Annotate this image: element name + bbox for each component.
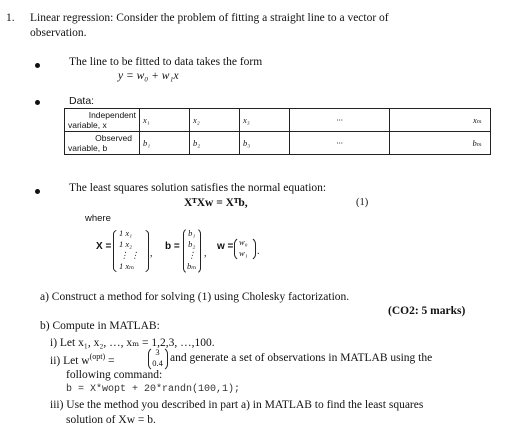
matrix-row: b₂ xyxy=(188,239,196,249)
table-cell: x₃ xyxy=(240,109,290,132)
normal-equation: XᵀXw = Xᵀb, xyxy=(184,197,248,209)
matrix-X-label: X = xyxy=(96,241,112,252)
problem-intro-line2: observation. xyxy=(30,27,87,39)
equals-sign: = xyxy=(105,354,115,367)
problem-intro-line1: Linear regression: Consider the problem of fitting a straight line to a vector of xyxy=(30,12,389,24)
table-cell: xₘ xyxy=(390,109,491,132)
equation-number: (1) xyxy=(356,197,369,208)
comma: , xyxy=(204,248,207,259)
table-cell: x₂ xyxy=(190,109,240,132)
vector-w-label: w = xyxy=(217,241,234,252)
table-cell: b₁ xyxy=(140,132,190,155)
part-a-text: a) Construct a method for solving (1) using Cholesky factorization. xyxy=(40,291,350,303)
matrix-row: bₘ xyxy=(187,261,197,271)
bullet-icon xyxy=(35,63,40,68)
part-b-ii-line2: following command: xyxy=(66,369,163,381)
marks-label: (CO2: 5 marks) xyxy=(388,305,466,317)
matrix-row: w₁ xyxy=(239,248,248,258)
table-cell: b₃ xyxy=(240,132,290,155)
vector-w-entries xyxy=(239,237,248,259)
table-cell: bₘ xyxy=(390,132,491,155)
table-cell: b₂ xyxy=(190,132,240,155)
w-opt-vector xyxy=(150,347,165,369)
part-b-text: b) Compute in MATLAB: xyxy=(40,320,160,332)
w-opt-superscript: (opt) xyxy=(89,352,106,361)
matrix-row: 1 xₘ xyxy=(119,261,135,271)
matrix-row: ⋮ ⋮ xyxy=(120,250,140,260)
part-b-iii-line1: iii) Use the method you described in part a) in MATLAB to find the least squares xyxy=(50,399,424,411)
where-label: where xyxy=(85,213,111,224)
matrix-row: 3 xyxy=(155,347,160,357)
table-cell: x₁ xyxy=(140,109,190,132)
table-row xyxy=(65,132,491,155)
bullet-icon xyxy=(35,100,40,105)
table-row xyxy=(65,109,491,132)
table-header-independent xyxy=(65,109,140,132)
matrix-row: 1 x₂ xyxy=(119,239,133,249)
table-cell: ··· xyxy=(290,109,390,132)
table-header-line: variable, x xyxy=(68,120,107,130)
problem-number: 1. xyxy=(6,12,15,24)
normal-equation-text: The least squares solution satisfies the normal equation: xyxy=(69,182,327,194)
matrix-row: 0.4 xyxy=(152,358,163,368)
data-table xyxy=(64,108,491,155)
vector-b-entries xyxy=(187,228,196,272)
part-b-ii-line1 xyxy=(50,352,115,367)
data-label: Data: xyxy=(69,95,95,107)
line-form-text: The line to be fitted to data takes the form xyxy=(69,56,263,68)
vector-b-label: b = xyxy=(165,241,180,252)
table-header-line: variable, b xyxy=(68,143,108,153)
matrix-row: ⋮ xyxy=(187,250,196,260)
matrix-X-entries xyxy=(119,228,139,272)
line-equation: y = w₀ + w₁x xyxy=(118,70,179,82)
matrix-row: w₀ xyxy=(239,237,248,247)
part-b-i-text: i) Let x₁, x₂, …, xₘ = 1,2,3, …,100. xyxy=(50,337,215,349)
part-b-ii-prefix: ii) Let w xyxy=(50,354,90,367)
matlab-code: b = X*wopt + 20*randn(100,1); xyxy=(66,384,241,395)
table-header-line: Independent xyxy=(88,110,136,120)
table-cell: ··· xyxy=(290,132,390,155)
table-header-line: Observed xyxy=(95,133,132,143)
comma: , xyxy=(150,248,153,259)
table-header-observed xyxy=(65,132,140,155)
matrix-row: 1 x₁ xyxy=(119,228,133,238)
bullet-icon xyxy=(35,189,40,194)
matrix-row: b₁ xyxy=(188,228,196,238)
part-b-ii-suffix: and generate a set of observations in MATLAB using the xyxy=(170,352,433,364)
period: . xyxy=(257,246,260,257)
part-b-iii-line2: solution of Xw = b. xyxy=(66,414,156,426)
